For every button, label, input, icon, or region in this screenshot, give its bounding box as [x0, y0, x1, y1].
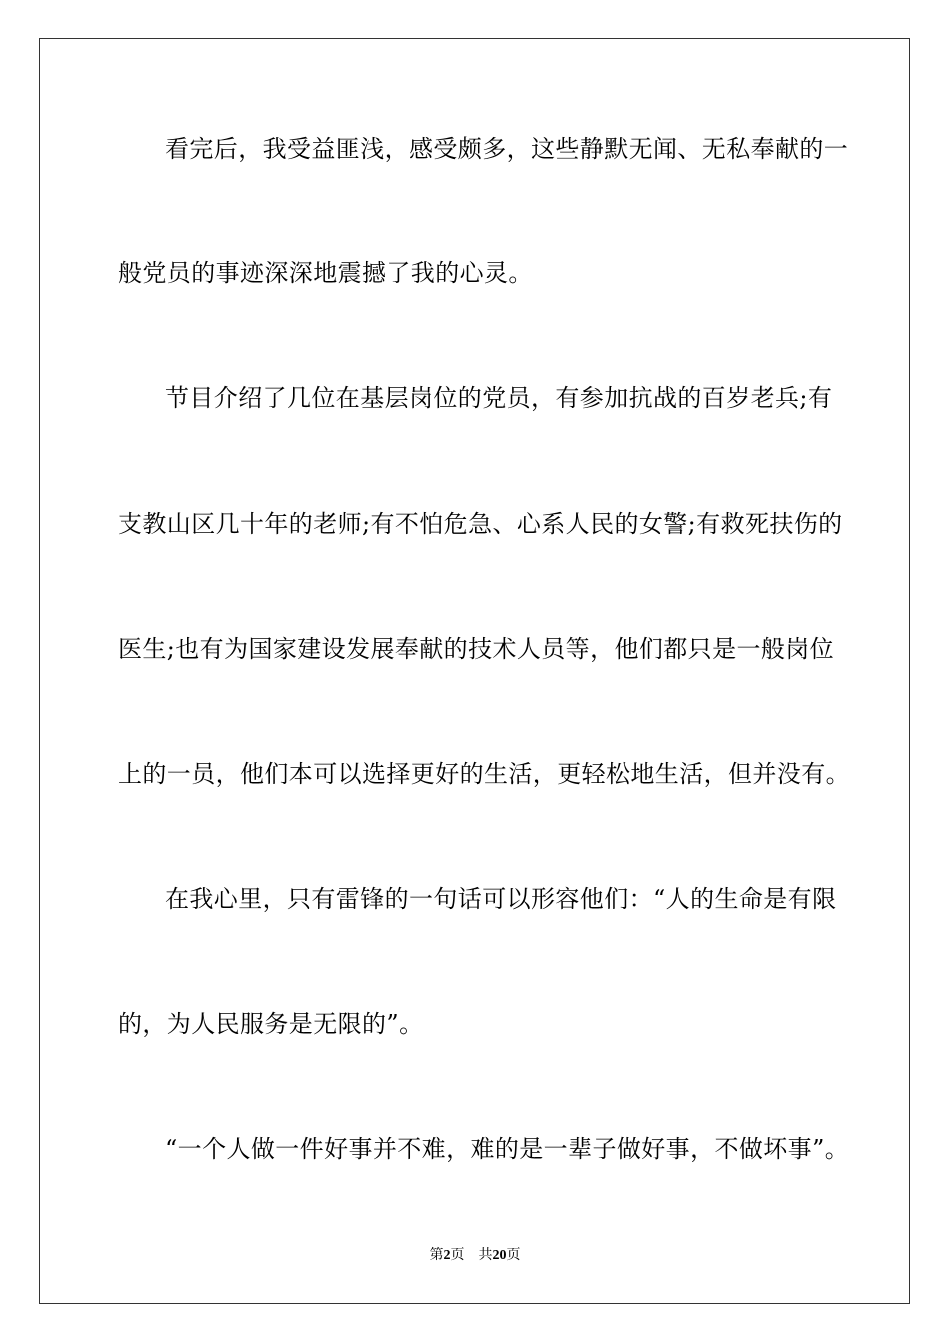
total-prefix: 共 [478, 1247, 493, 1263]
page-border [39, 38, 910, 1304]
page-footer [0, 1246, 950, 1265]
paragraph-line: 支教山区几十年的老师;有不怕危急、心系人民的女警;有救死扶伤的 [118, 510, 843, 538]
paragraph-line: 的，为人民服务是无限的”。 [118, 1010, 424, 1038]
paragraph-line: 看完后，我受益匪浅，感受颇多，这些静默无闻、无私奉献的一 [165, 135, 849, 163]
page-number: 2 [443, 1248, 451, 1263]
total-pages: 20 [492, 1248, 507, 1263]
paragraph-line: 般党员的事迹深深地震撼了我的心灵。 [118, 259, 533, 287]
page-suffix: 页 [450, 1247, 465, 1263]
paragraph-line: “一个人做一件好事并不难，难的是一辈子做好事，不做坏事”。 [165, 1135, 850, 1163]
paragraph-line: 医生;也有为国家建设发展奉献的技术人员等，他们都只是一般岗位 [118, 635, 835, 663]
total-suffix: 页 [506, 1247, 521, 1263]
paragraph-line: 在我心里，只有雷锋的一句话可以形容他们：“人的生命是有限 [165, 885, 837, 913]
page-prefix: 第 [429, 1247, 444, 1263]
paragraph-line: 上的一员，他们本可以选择更好的生活，更轻松地生活，但并没有。 [118, 760, 850, 788]
paragraph-line: 节目介绍了几位在基层岗位的党员，有参加抗战的百岁老兵;有 [165, 384, 833, 412]
